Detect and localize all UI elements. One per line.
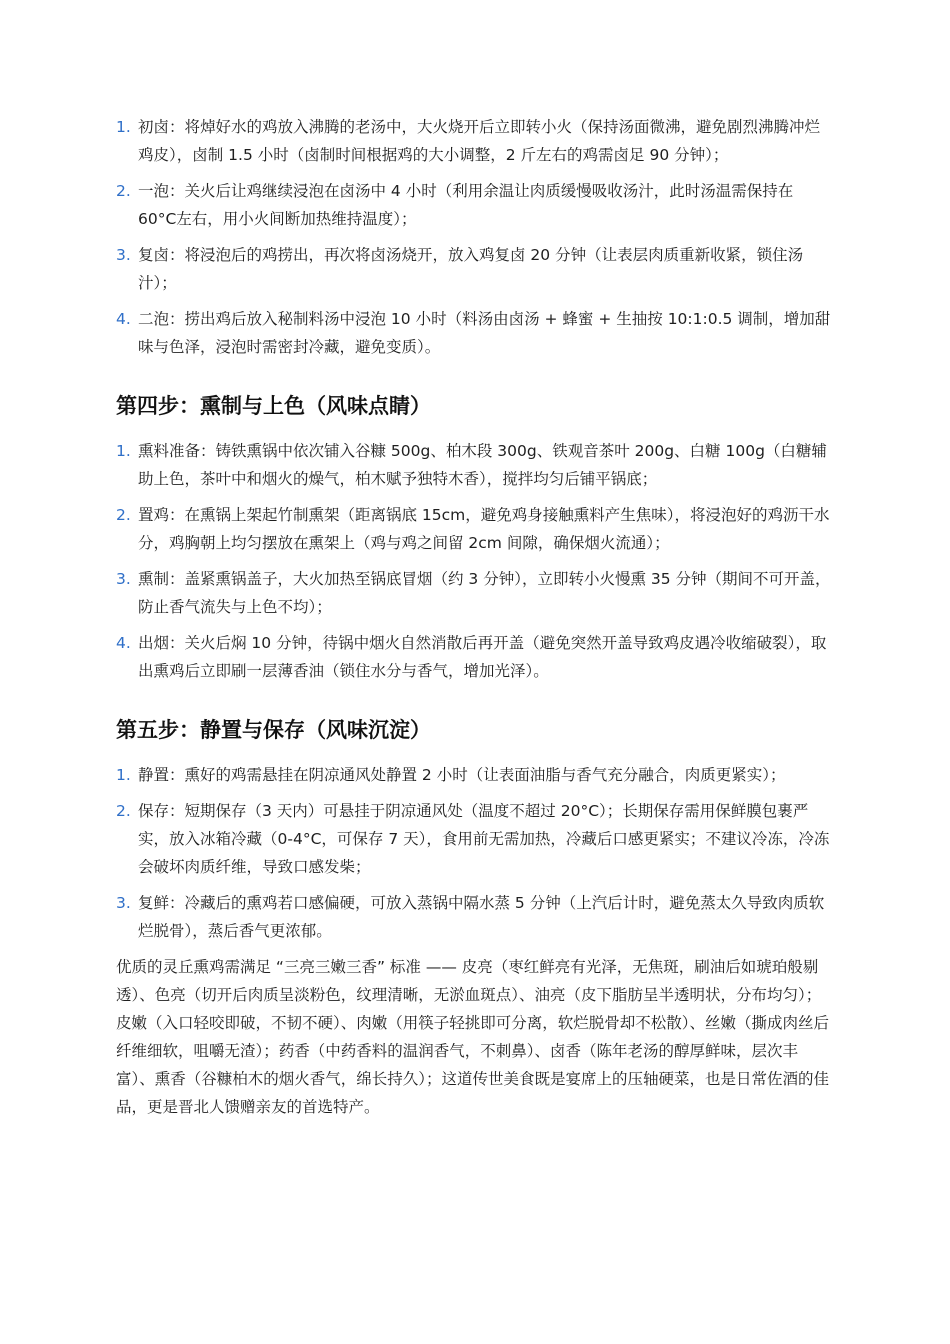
list-text: 熏制：盖紧熏锅盖子，大火加热至锅底冒烟（约 3 分钟），立即转小火慢熏 35 分钟（期间不可开盖，防止香气流失与上色不均）； bbox=[138, 570, 831, 616]
list-item bbox=[116, 629, 834, 685]
list-item bbox=[116, 797, 834, 881]
list-text: 出烟：关火后焖 10 分钟，待锅中烟火自然消散后再开盖（避免突然开盖导致鸡皮遇冷收缩破裂），取出熏鸡后立即刷一层薄香油（锁住水分与香气，增加光泽）。 bbox=[138, 634, 827, 680]
list-text: 初卤：将焯好水的鸡放入沸腾的老汤中，大火烧开后立即转小火（保持汤面微沸，避免剧烈沸腾冲烂鸡皮），卤制 1.5 小时（卤制时间根据鸡的大小调整，2 斤左右的鸡需卤足 90 分钟）； bbox=[138, 118, 821, 164]
list-item bbox=[116, 177, 834, 233]
list-item bbox=[116, 305, 834, 361]
list-number: 2. bbox=[116, 182, 131, 200]
list-text: 二泡：捞出鸡后放入秘制料汤中浸泡 10 小时（料汤由卤汤 + 蜂蜜 + 生抽按 10:1:0.5 调制，增加甜味与色泽，浸泡时需密封冷藏，避免变质）。 bbox=[138, 310, 831, 356]
list-number: 3. bbox=[116, 246, 131, 264]
summary-paragraph: 优质的灵丘熏鸡需满足 “三亮三嫩三香” 标准 —— 皮亮（枣红鲜亮有光泽，无焦斑，刷油后如琥珀般剔透）、色亮（切开后肉质呈淡粉色，纹理清晰，无淤血斑点）、油亮（皮下脂肪呈半透明状，分布均匀）；皮嫩（入口轻咬即破，不韧不硬）、肉嫩（用筷子轻挑即可分离，软烂脱骨却不松散）、丝嫩（撕成肉丝后纤维细软，咀嚼无渣）；药香（中药香料的温润香气，不刺鼻）、卤香（陈年老汤的醇厚鲜味，层次丰富）、熏香（谷糠柏木的烟火香气，绵长持久）；这道传世美食既是宴席上的压轴硬菜，也是日常佐酒的佳品，更是晋北人馈赠亲友的首选特产。 bbox=[116, 958, 830, 1116]
marinate-steps-list bbox=[116, 113, 834, 361]
list-number: 1. bbox=[116, 442, 131, 460]
list-number: 4. bbox=[116, 310, 131, 328]
list-number: 4. bbox=[116, 634, 131, 652]
list-item bbox=[116, 501, 834, 557]
list-item bbox=[116, 437, 834, 493]
list-number: 1. bbox=[116, 766, 131, 784]
section-title-smoking: 第四步：熏制与上色（风味点睛） bbox=[116, 394, 431, 418]
list-number: 2. bbox=[116, 506, 131, 524]
list-text: 保存：短期保存（3 天内）可悬挂于阴凉通风处（温度不超过 20°C）；长期保存需用保鲜膜包裹严实，放入冰箱冷藏（0-4°C，可保存 7 天），食用前无需加热，冷藏后口感更紧实；不建议冷冻，冷冻会破坏肉质纤维，导致口感发柴； bbox=[138, 802, 830, 876]
section-title-storage: 第五步：静置与保存（风味沉淀） bbox=[116, 718, 431, 742]
list-number: 2. bbox=[116, 802, 131, 820]
list-item bbox=[116, 889, 834, 945]
list-number: 3. bbox=[116, 570, 131, 588]
list-text: 一泡：关火后让鸡继续浸泡在卤汤中 4 小时（利用余温让肉质缓慢吸收汤汁，此时汤温需保持在 60°C左右，用小火间断加热维持温度）； bbox=[138, 182, 794, 228]
list-item bbox=[116, 113, 834, 169]
list-text: 熏料准备：铸铁熏锅中依次铺入谷糠 500g、柏木段 300g、铁观音茶叶 200g、白糖 100g（白糖辅助上色，茶叶中和烟火的燥气，柏木赋予独特木香），搅拌均匀后铺平锅底； bbox=[138, 442, 827, 488]
list-number: 1. bbox=[116, 118, 131, 136]
list-item bbox=[116, 565, 834, 621]
smoking-steps-list bbox=[116, 437, 834, 685]
list-text: 置鸡：在熏锅上架起竹制熏架（距离锅底 15cm，避免鸡身接触熏料产生焦味），将浸泡好的鸡沥干水分，鸡胸朝上均匀摆放在熏架上（鸡与鸡之间留 2cm 间隙，确保烟火流通）； bbox=[138, 506, 830, 552]
list-number: 3. bbox=[116, 894, 131, 912]
list-item bbox=[116, 241, 834, 297]
list-text: 复鲜：冷藏后的熏鸡若口感偏硬，可放入蒸锅中隔水蒸 5 分钟（上汽后计时，避免蒸太久导致肉质软烂脱骨），蒸后香气更浓郁。 bbox=[138, 894, 825, 940]
list-text: 复卤：将浸泡后的鸡捞出，再次将卤汤烧开，放入鸡复卤 20 分钟（让表层肉质重新收紧，锁住汤汁）； bbox=[138, 246, 804, 292]
list-item bbox=[116, 761, 834, 789]
list-text: 静置：熏好的鸡需悬挂在阴凉通风处静置 2 小时（让表面油脂与香气充分融合，肉质更紧实）； bbox=[138, 766, 786, 784]
storage-steps-list bbox=[116, 761, 834, 945]
